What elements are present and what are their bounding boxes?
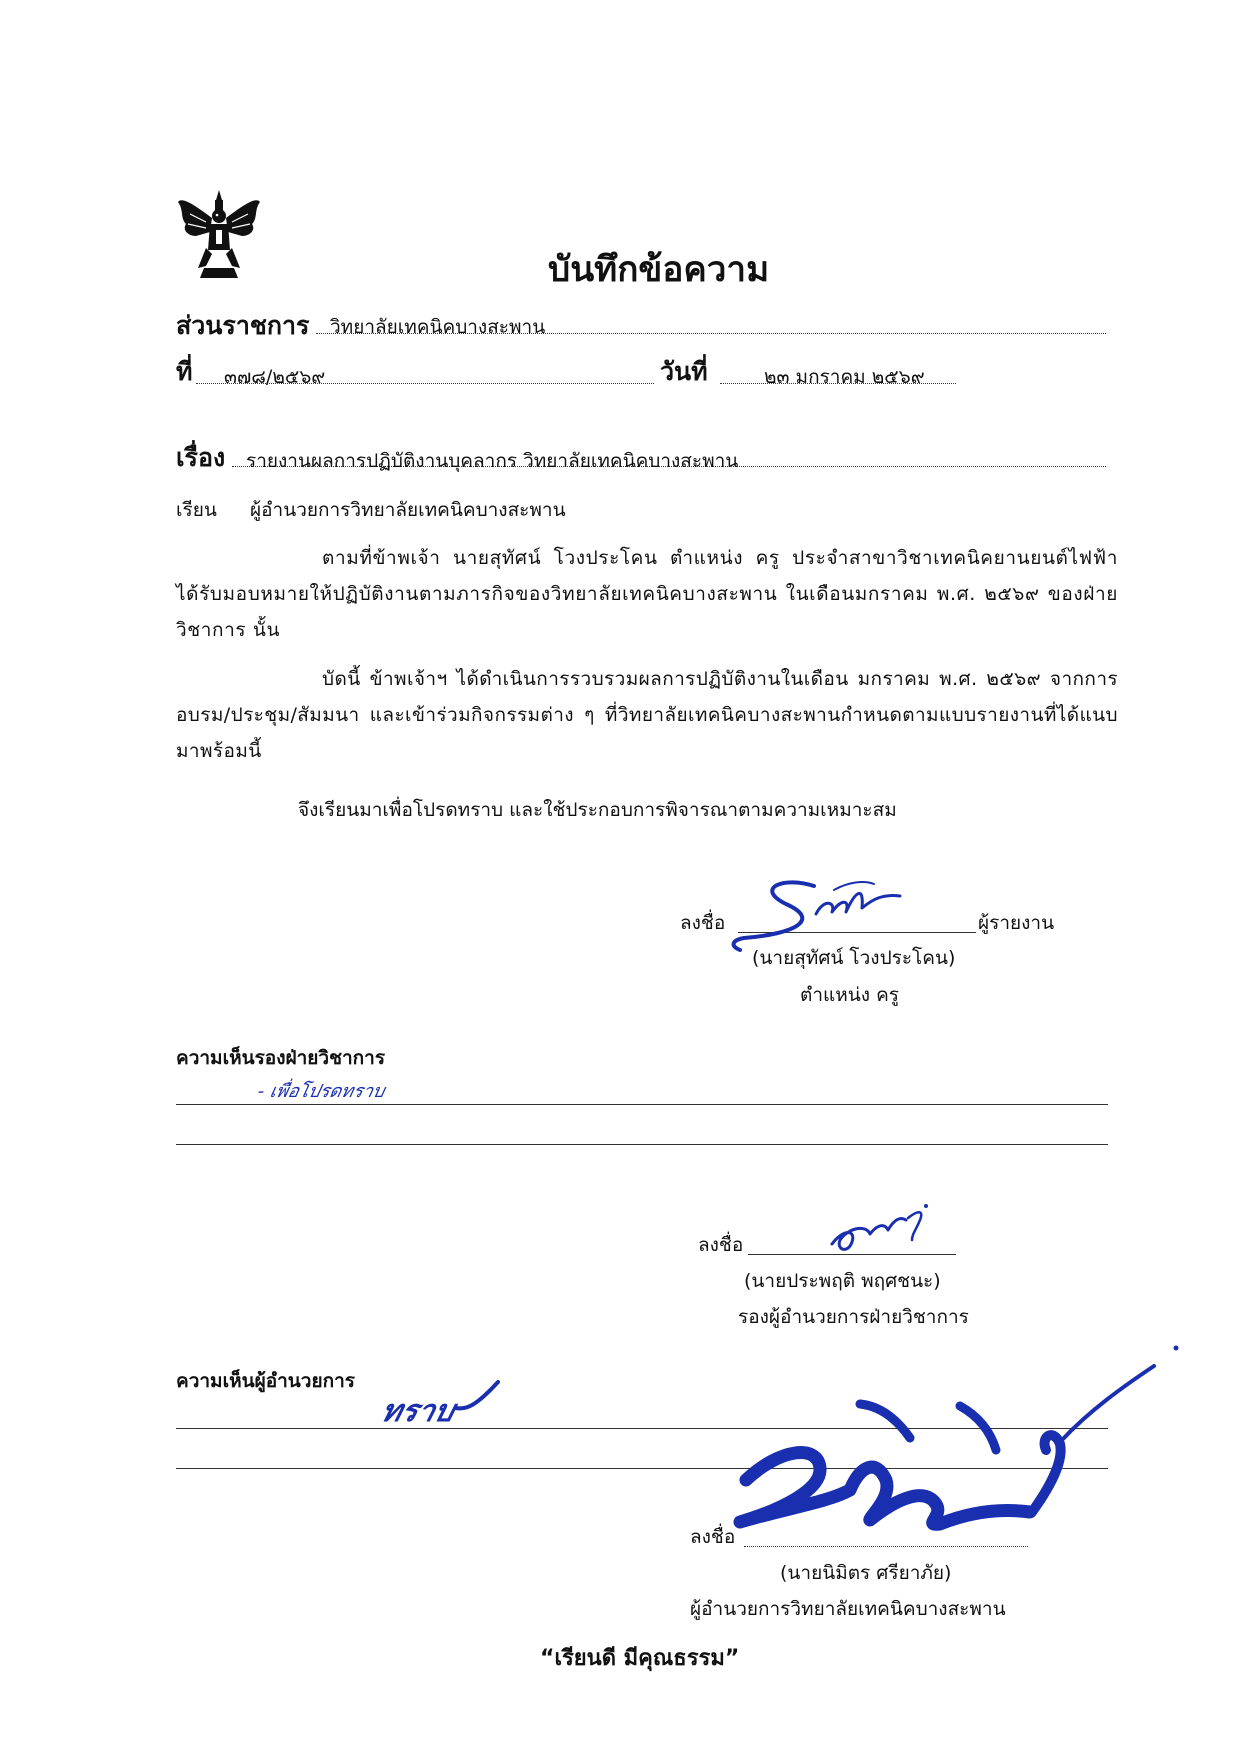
director-comment-heading: ความเห็นผู้อำนวยการ <box>176 1370 355 1392</box>
deputy-signature-icon <box>826 1200 936 1260</box>
subject-value: รายงานผลการปฏิบัติงานบุคลากร วิทยาลัยเทคนิคบางสะพาน <box>246 450 739 472</box>
reporter-role: ผู้รายงาน <box>978 912 1055 934</box>
date-label: วันที่ <box>660 357 708 386</box>
director-name: (นายนิมิตร ศรียาภัย) <box>780 1562 952 1584</box>
deputy-name: (นายประพฤติ พฤศชนะ) <box>744 1270 941 1292</box>
closing-line: จึงเรียนมาเพื่อโปรดทราบ และใช้ประกอบการพิจารณาตามความเหมาะสม <box>298 799 897 821</box>
deputy-position: รองผู้อำนวยการฝ่ายวิชาการ <box>738 1306 969 1328</box>
ref-label: ที่ <box>176 357 193 386</box>
body-paragraph-2: บัดนี้ ข้าพเจ้าฯ ได้ดำเนินการรวบรวมผลการปฏิบัติงานในเดือน มกราคม พ.ศ. ๒๕๖๙ จากการอบรม/ประชุม/สัมมนา และเข้าร่วมกิจกรรมต่าง ๆ ที่วิทยาลัยเทคนิคบางสะพานกำหนดตามแบบรายงานที่ได้แนบมาพร้อมนี้ <box>176 668 1118 762</box>
subject-label: เรื่อง <box>176 443 226 472</box>
date-value: ๒๓ มกราคม ๒๕๖๙ <box>764 366 925 388</box>
deputy-comment-line-2 <box>176 1144 1108 1145</box>
body-paragraph-1: ตามที่ข้าพเจ้า นายสุทัศน์ โวงประโคน ตำแหน่ง ครู ประจำสาขาวิชาเทคนิคยานยนต์ไฟฟ้า ได้รับมอบหมายให้ปฏิบัติงานตามภารกิจของวิทยาลัยเทคนิคบางสะพาน ในเดือนมกราคม พ.ศ. ๒๕๖๙ ของฝ่ายวิชาการ นั้น <box>176 547 1118 641</box>
to-label: เรียน <box>176 499 217 521</box>
director-handwritten-note: ทราบ <box>377 1394 459 1429</box>
reporter-position: ตำแหน่ง ครู <box>800 984 899 1006</box>
garuda-emblem-icon <box>176 188 262 280</box>
college-motto: “เรียนดี มีคุณธรรม” <box>540 1646 740 1671</box>
deputy-handwritten-note: - เพื่อโปรดทราบ <box>255 1081 387 1102</box>
ref-value: ๓๗๘/๒๕๖๙ <box>224 366 326 388</box>
deputy-sign-label: ลงชื่อ <box>698 1234 744 1256</box>
reporter-sign-label: ลงชื่อ <box>680 912 726 934</box>
director-position: ผู้อำนวยการวิทยาลัยเทคนิคบางสะพาน <box>690 1598 1006 1620</box>
director-signature-icon <box>700 1340 1170 1560</box>
to-value: ผู้อำนวยการวิทยาลัยเทคนิคบางสะพาน <box>250 499 566 521</box>
agency-value: วิทยาลัยเทคนิคบางสะพาน <box>330 316 546 338</box>
deputy-comment-heading: ความเห็นรองฝ่ายวิชาการ <box>176 1047 386 1069</box>
director-sign-label: ลงชื่อ <box>690 1526 736 1548</box>
director-note-stroke-icon <box>452 1378 502 1418</box>
memo-title: บันทึกข้อความ <box>548 250 770 290</box>
reporter-name: (นายสุทัศน์ โวงประโคน) <box>752 947 956 969</box>
agency-label: ส่วนราชการ <box>176 311 310 340</box>
